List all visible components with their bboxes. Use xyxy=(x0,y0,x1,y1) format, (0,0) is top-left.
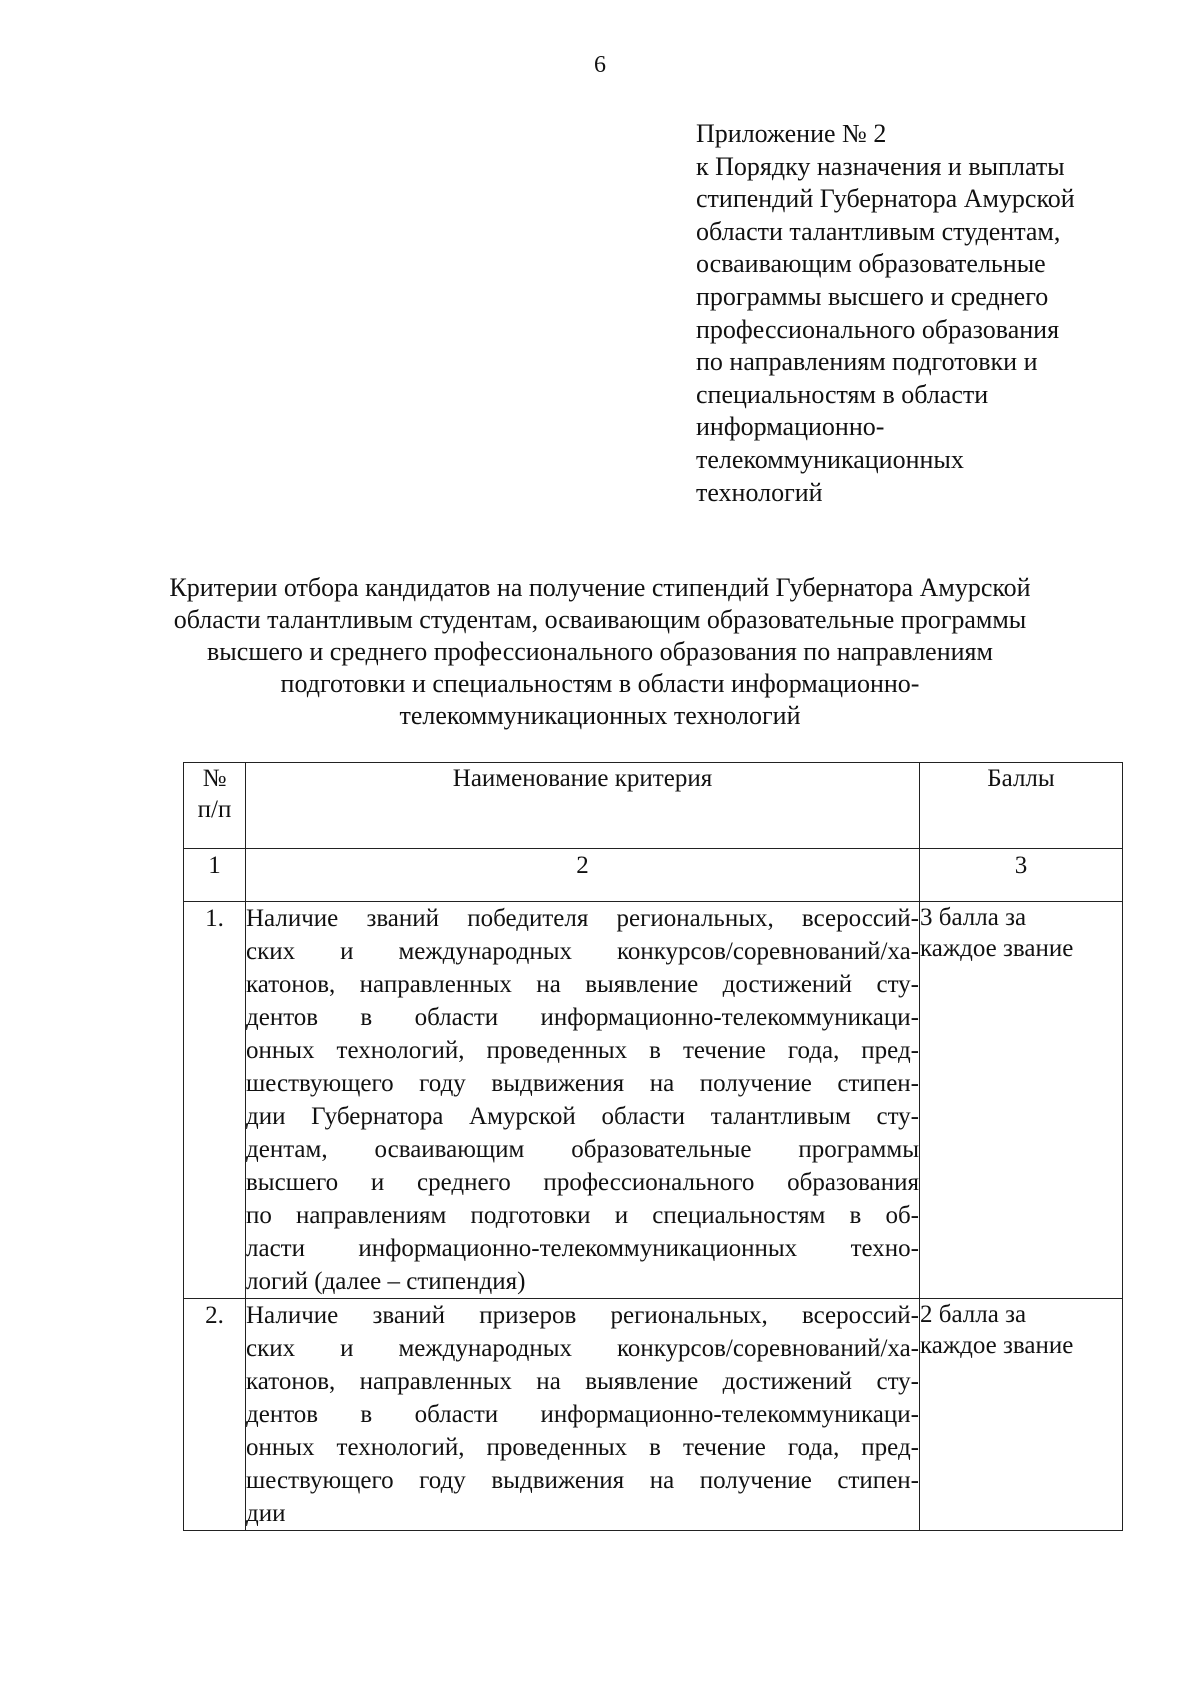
points-line: 3 балла за xyxy=(920,904,1027,931)
appendix-line: по направлениям подготовки и xyxy=(696,347,1038,377)
header-number-line2: п/п xyxy=(197,796,232,823)
column-number-row xyxy=(184,849,1123,902)
points-line: 2 балла за xyxy=(920,1301,1027,1328)
criterion-line: ских и международных конкурсов/соревнований/ха- xyxy=(246,938,919,965)
points-line: каждое звание xyxy=(920,1332,1074,1359)
criterion-line: шествующего году выдвижения на получение стипен- xyxy=(246,1467,919,1494)
criterion-line: дии Губернатора Амурской области талантливым сту- xyxy=(246,1103,919,1130)
document-title xyxy=(100,572,1100,732)
appendix-line: Приложение № 2 xyxy=(696,119,887,148)
criterion-line: логий (далее – стипендия) xyxy=(246,1268,526,1295)
criterion-line: ских и международных конкурсов/соревнований/ха- xyxy=(246,1335,919,1362)
criterion-line: шествующего году выдвижения на получение стипен- xyxy=(246,1070,919,1097)
appendix-line: технологий xyxy=(696,477,823,507)
row-number: 1. xyxy=(184,902,246,1299)
appendix-line: стипендий Губернатора Амурской xyxy=(696,184,1075,214)
header-points: Баллы xyxy=(920,763,1123,849)
appendix-line: программы высшего и среднего xyxy=(696,281,1049,311)
criterion-text xyxy=(246,902,920,1299)
title-line: Критерии отбора кандидатов на получение стипендий Губернатора Амурской xyxy=(169,573,1031,602)
criterion-line: катонов, направленных на выявление достижений сту- xyxy=(246,1368,919,1395)
header-criterion-name: Наименование критерия xyxy=(246,763,920,849)
table-row xyxy=(184,902,1123,1299)
criterion-line: онных технологий, проведенных в течение года, пред- xyxy=(246,1037,919,1064)
appendix-line: к Порядку назначения и выплаты xyxy=(696,151,1065,181)
title-line: высшего и среднего профессионального образования по направлениям xyxy=(207,637,993,666)
criterion-line: дии xyxy=(246,1500,286,1527)
header-number xyxy=(184,763,246,849)
points-cell xyxy=(920,1299,1123,1531)
appendix-line: информационно- xyxy=(696,412,885,442)
criterion-line: по направлениям подготовки и специальностям в об- xyxy=(246,1202,919,1229)
appendix-line: телекоммуникационных xyxy=(696,444,964,474)
table-header-row xyxy=(184,763,1123,849)
criterion-line: дентам, осваивающим образовательные программы xyxy=(246,1136,919,1163)
appendix-line: специальностям в области xyxy=(696,379,989,409)
page-number: 6 xyxy=(594,52,606,78)
points-line: каждое звание xyxy=(920,935,1074,962)
column-number: 3 xyxy=(920,849,1123,902)
table-row xyxy=(184,1299,1123,1531)
title-line: подготовки и специальностям в области информационно- xyxy=(280,669,920,698)
criterion-line: ласти информационно-телекоммуникационных техно- xyxy=(246,1235,919,1262)
row-number: 2. xyxy=(184,1299,246,1531)
appendix-line: осваивающим образовательные xyxy=(696,249,1046,279)
criterion-line: дентов в области информационно-телекоммуникаци- xyxy=(246,1004,919,1031)
criterion-line: онных технологий, проведенных в течение года, пред- xyxy=(246,1434,919,1461)
appendix-line: профессионального образования xyxy=(696,314,1060,344)
column-number: 2 xyxy=(246,849,920,902)
criterion-line: Наличие званий призеров региональных, всероссий- xyxy=(246,1302,919,1329)
criterion-text xyxy=(246,1299,920,1531)
title-line: области талантливым студентам, осваивающим образовательные программы xyxy=(173,605,1027,634)
points-cell xyxy=(920,902,1123,1299)
criterion-line: катонов, направленных на выявление достижений сту- xyxy=(246,971,919,998)
criterion-line: высшего и среднего профессионального образования xyxy=(246,1169,919,1196)
criterion-line: дентов в области информационно-телекоммуникаци- xyxy=(246,1401,919,1428)
column-number: 1 xyxy=(184,849,246,902)
criterion-line: Наличие званий победителя региональных, всероссий- xyxy=(246,905,919,932)
appendix-line: области талантливым студентам, xyxy=(696,216,1061,246)
title-line: телекоммуникационных технологий xyxy=(399,701,801,730)
header-number-line1: № xyxy=(202,765,227,792)
appendix-reference xyxy=(696,118,1136,509)
criteria-table xyxy=(183,762,1123,1531)
